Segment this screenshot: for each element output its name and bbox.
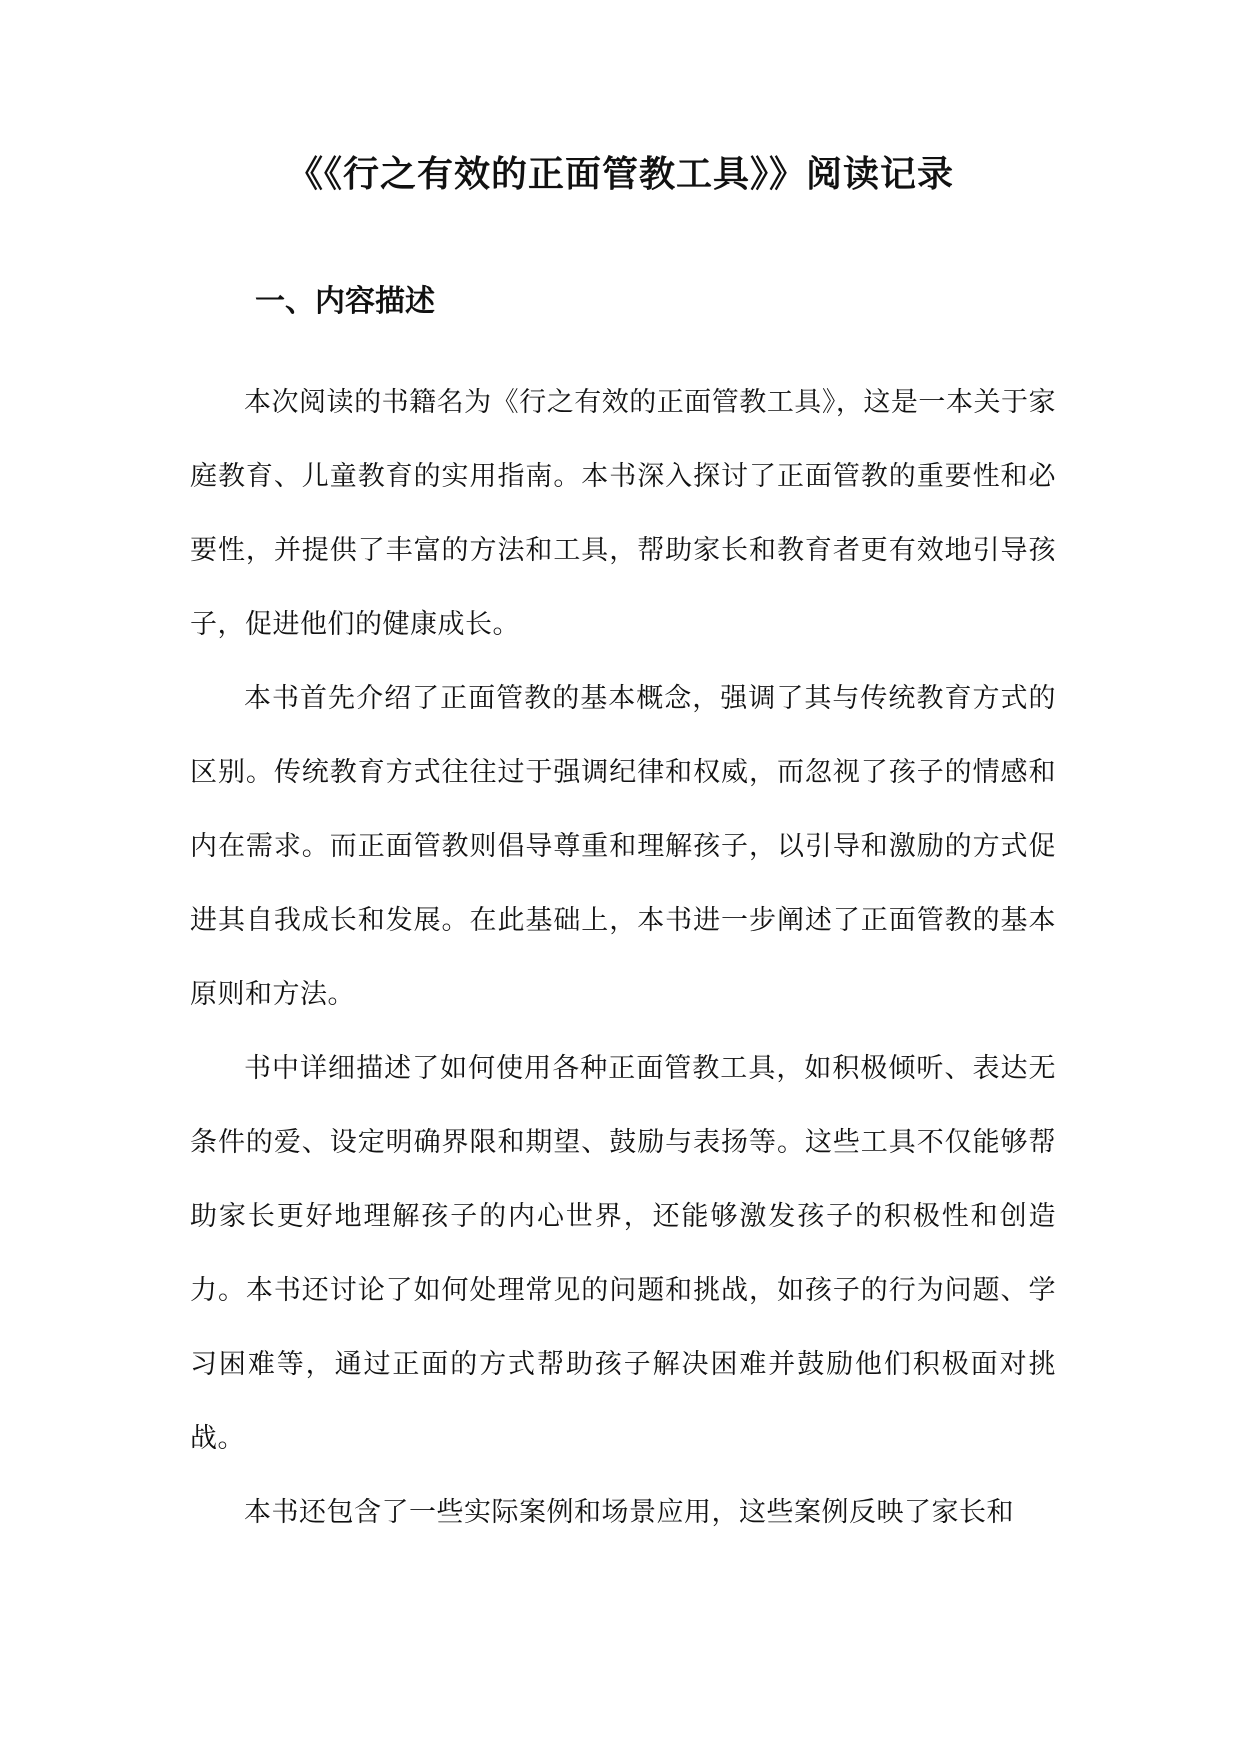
paragraph: 本书还包含了一些实际案例和场景应用，这些案例反映了家长和 [244, 1497, 1014, 1528]
paragraph: 书中详细描述了如何使用各种正面管教工具，如积极倾听、表达无条件的爱、设定明确界限和期望、鼓励与表扬等。这些工具不仅能够帮助家长更好地理解孩子的内心世界，还能够激发孩子的积极性和创造力。本书还讨论了如何处理常见的问题和挑战，如孩子的行为问题、学习困难等，通过正面的方式帮助孩子解决困难并鼓励他们积极面对挑战。 [190, 1053, 1056, 1454]
paragraph: 本书首先介绍了正面管教的基本概念，强调了其与传统教育方式的区别。传统教育方式往往过于强调纪律和权威，而忽视了孩子的情感和内在需求。而正面管教则倡导尊重和理解孩子，以引导和激励的方式促进其自我成长和发展。在此基础上，本书进一步阐述了正面管教的基本原则和方法。 [190, 683, 1056, 1010]
document-body [190, 366, 1056, 1550]
document-title: 《《行之有效的正面管教工具》》阅读记录 [286, 154, 954, 195]
paragraph: 本次阅读的书籍名为《行之有效的正面管教工具》，这是一本关于家庭教育、儿童教育的实用指南。本书深入探讨了正面管教的重要性和必要性，并提供了丰富的方法和工具，帮助家长和教育者更有效地引导孩子，促进他们的健康成长。 [190, 387, 1056, 640]
section-heading: 一、内容描述 [255, 284, 435, 319]
